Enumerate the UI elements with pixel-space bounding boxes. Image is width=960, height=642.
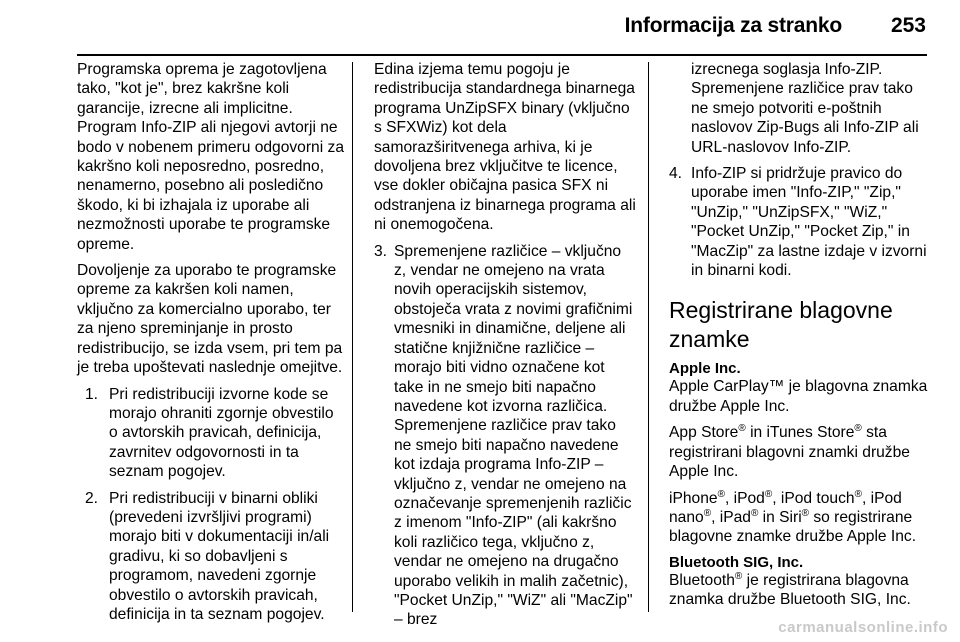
conditions-list-cont [374,242,636,630]
list-item [85,385,345,482]
disclaimer-paragraph: Programska oprema je zagotovljena tako, "kot je", brez kakršne koli garancije, izrecne ali implicitne. Program Info-ZIP ali njegovi avtorji ne bodo v nobenem primeru odgovorni za kakršno koli neposredno, posredno, nenamerno, posebno ali posledično škodo, ki bi izhajala iz uporabe ali nezmožnosti uporabe te programske opreme. [77,61,344,253]
list-item-text: Info-ZIP si pridržuje pravico do uporabe imen "Info-ZIP," "Zip," "UnZip," "UnZipSFX," "WiZ," "Pocket UnZip," "Pocket Zip," in "MacZip" za lastne izdaje v izvorni in binarni kodi. [691,165,927,280]
apple-subheading: Apple Inc. [669,360,741,378]
conditions-list [77,385,345,625]
registered-mark: ® [750,507,759,519]
column-divider-2 [648,62,649,612]
carplay-paragraph: Apple CarPlay™ je blagovna znamka družbe Apple Inc. [669,378,928,415]
registered-mark: ® [801,507,810,519]
column-2 [374,60,636,637]
registered-mark: ® [717,488,725,500]
bluetooth-subheading: Bluetooth SIG, Inc. [669,553,804,571]
column-3 [669,60,931,617]
registered-mark: ® [703,507,712,519]
list-item-text: Pri redistribuciji v binarni obliki (prevedeni izvršljivi programi) morajo biti v dokumentaciji in/ali gradivu, ki so dobavljeni s programom, navedeni zgornje obvestilo o avtorskih pravicah, definicija in ta seznam pogojev. [109,489,330,623]
list-item-continuation: Edina izjema temu pogoju je redistribucija standardnega binarnega programa UnZipSFX binary (vključno s SFXWiz) kot dela samorazširitvenega arhiva, ki je dovoljena brez vključitve te licence, vse dokler običajna pasica SFX ni odstranjena iz binarnega programa ali ni onemogočena. [374,61,636,234]
watermark: carmanualsonline.info [778,619,948,636]
permission-paragraph: Dovoljenje za uporabo te programske opreme za kakršen koli namen, vključno za komercialno uporabo, ter za njeno spreminjanje in prosto redistribucijo, se izda vsem, pri tem pa je treba upoštevati naslednje omejitve. [77,262,343,377]
column-1 [77,60,345,631]
bluetooth-paragraph: Bluetooth® je registrirana blagovna znamka družbe Bluetooth SIG, Inc. [669,570,911,609]
registered-mark: ® [764,488,773,500]
registered-mark: ® [734,570,743,582]
iphone-paragraph: iPhone®, iPod®, iPod touch®, iPod nano®, iPad® in Siri® so registrirane blagovne znamke družbe Apple Inc. [669,488,917,546]
list-item [374,242,636,630]
list-item-text: Pri redistribuciji izvorne kode se morajo ohraniti zgornje obvestilo o avtorskih pravicah, definicija, zavrnitev odgovornosti in ta seznam pogojev. [109,385,334,481]
registered-mark: ® [738,423,746,435]
header-rule [77,54,927,56]
column-divider-1 [352,62,353,612]
list-number: 1. [85,385,99,403]
list-number: 2. [85,489,99,507]
registered-mark: ® [854,423,862,435]
page-number: 253 [890,14,926,37]
list-item [85,489,345,625]
list-number: 4. [669,165,683,183]
list-number: 3. [374,242,388,260]
conditions-list-end [669,164,931,280]
list-item-continuation: izrecnega soglasja Info-ZIP. Spremenjene različice prav tako ne smejo potvoriti e-poštnih naslovov Zip-Bugs ali Info-ZIP ali URL-naslovov Info-ZIP. [691,61,919,156]
running-header-title: Informacija za stranko [624,14,842,37]
list-item [669,164,931,280]
list-item-text: Spremenjene različice – vključno z, vendar ne omejeno na vrata novih operacijskih sistemov, obstoječa vrata z novimi grafičnimi vmesniki in dinamične, deljene ali statične knjižnične različice – morajo biti vidno označene kot take in ne smejo biti napačno navedene kot izvorna različica. Spremenjene različice prav tako ne smejo biti napačno navedene kot izdaja programa Info-ZIP – vključno z, vendar ne omejeno na označevanje spremenjenih različic z imenom "Info-ZIP" (ali kakršno koli različico tega, vključno z, vendar ne omejeno na drugačno uporabo velikih in malih začetnic), "Pocket UnZip," "WiZ" ali "MacZip" – brez [394,242,633,629]
section-heading: Registrirane blagovne znamke [669,297,893,353]
registered-mark: ® [854,488,862,500]
app-store-paragraph: App Store® in iTunes Store® sta registrirani blagovni znamki družbe Apple Inc. [669,423,910,481]
